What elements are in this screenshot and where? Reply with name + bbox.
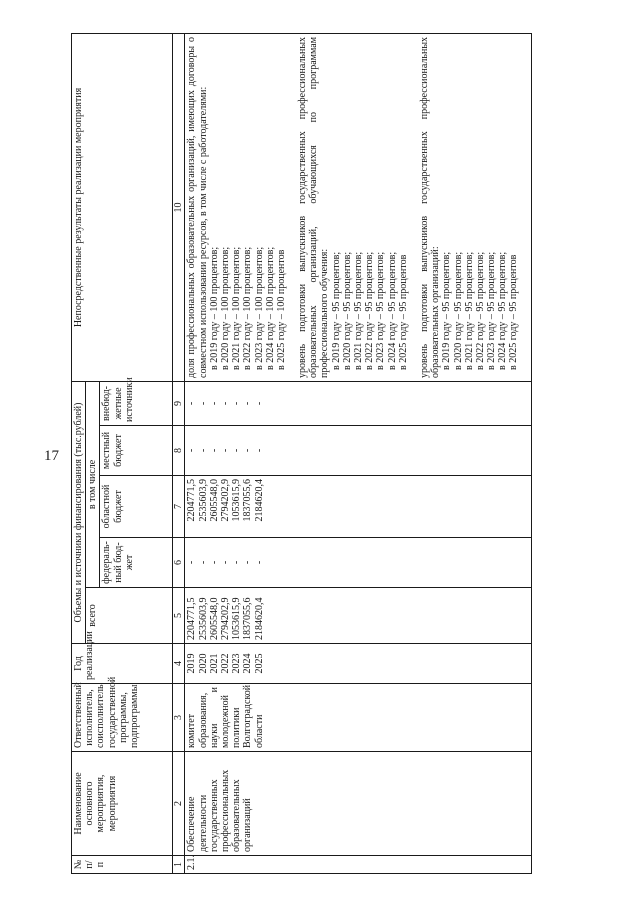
result-line: в 2022 году – 100 процентов; [242, 246, 254, 370]
header-local: местный бюджет [100, 426, 173, 476]
federal-value: - [197, 560, 209, 565]
regional-value: 1837055,6 [242, 479, 254, 522]
result-line: в 2022 году – 95 процентов; [364, 251, 376, 370]
result-line: в 2019 году – 100 процентов; [208, 246, 220, 370]
result-line: в 2021 году – 95 процентов; [463, 251, 475, 370]
result-indicator [186, 37, 287, 378]
year-value: 2023 [231, 653, 243, 674]
year-value: 2024 [242, 653, 254, 674]
regional-value: 2204771,5 [186, 479, 198, 522]
header-year: Год реализации [72, 644, 173, 684]
header-offbudget: внебюд-жетные источники [100, 381, 173, 425]
federal-value: - [219, 560, 231, 565]
column-number: 4 [173, 644, 185, 684]
regional-value: 2794202,9 [219, 479, 231, 522]
regional-value: 2184620,4 [253, 479, 265, 522]
column-number: 7 [173, 476, 185, 538]
result-indicator [419, 37, 520, 378]
result-description: доля профессиональных образовательных организаций, имеющих договоры о совместном использовании ресурсов, в том числе с работодателями: [186, 36, 209, 378]
offbudget-value: - [197, 401, 209, 406]
local-value: - [231, 448, 243, 453]
result-line: в 2024 году – 95 процентов; [386, 251, 398, 370]
header-funding: Объемы и источники финансирования (тыс.рублей) [72, 381, 86, 643]
offbudget-value: - [219, 401, 231, 406]
program-table [71, 33, 532, 874]
result-line: в 2023 году – 100 процентов; [253, 246, 265, 370]
header-federal: федераль-ный бюд-жет [100, 538, 173, 588]
total-value: 2204771,5 [186, 597, 198, 640]
regional-value: 2535603,9 [197, 479, 209, 522]
federal-value: - [208, 560, 220, 565]
year-value: 2019 [186, 653, 198, 674]
offbudget-value: - [242, 401, 254, 406]
year-value: 2020 [197, 653, 209, 674]
result-line: в 2020 году – 100 процентов; [219, 246, 231, 370]
year-value: 2022 [219, 653, 231, 674]
offbudget-value: - [208, 401, 220, 406]
result-line: в 2024 году – 100 процентов; [264, 246, 276, 370]
result-line: в 2019 году – 95 процентов; [441, 251, 453, 370]
regional-value: 2605548,0 [208, 479, 220, 522]
total-value: 2605548,0 [208, 597, 220, 640]
result-line: в 2025 году – 100 процентов [275, 249, 287, 370]
column-number: 1 [173, 856, 185, 874]
result-line: в 2023 году – 95 процентов; [486, 251, 498, 370]
local-value: - [197, 448, 209, 453]
column-number: 9 [173, 381, 185, 425]
total-value: 2535603,9 [197, 597, 209, 640]
federal-value: - [186, 560, 198, 565]
rotated-table-container [71, 34, 551, 874]
total-value: 2184620,4 [253, 597, 265, 640]
header-results: Непосредственные результаты реализации мероприятия [72, 33, 173, 381]
result-line: в 2019 году – 95 процентов; [330, 251, 342, 370]
result-line: в 2021 году – 95 процентов; [353, 251, 364, 370]
result-line: в 2022 году – 95 процентов; [474, 251, 486, 370]
result-line: в 2023 году – 95 процентов; [375, 251, 387, 370]
local-value: - [253, 448, 265, 453]
total-value: 2794202,9 [219, 597, 231, 640]
year-value: 2025 [253, 653, 265, 674]
result-description: уровень подготовки выпускников государственных профессиональных образовательных организаций, обучающихся по программам профессионального обучения: [297, 36, 331, 378]
header-num: № п/п [72, 856, 173, 874]
column-number: 3 [173, 684, 185, 752]
result-line: в 2025 году – 95 процентов [508, 254, 520, 370]
result-line: в 2020 году – 95 процентов; [452, 251, 464, 370]
local-cell [185, 426, 532, 476]
header-name: Наименование основного мероприятия, мероприятия [72, 752, 173, 856]
result-line: в 2020 году – 95 процентов; [341, 251, 353, 370]
total-value: 1053615,9 [231, 597, 243, 640]
regional-value: 1053615,9 [231, 479, 243, 522]
local-value: - [242, 448, 254, 453]
column-number: 5 [173, 588, 185, 644]
column-number: 8 [173, 426, 185, 476]
column-number: 6 [173, 538, 185, 588]
result-description: уровень подготовки выпускников государственных профессиональных образовательных организаций: [418, 36, 442, 378]
local-value: - [219, 448, 231, 453]
offbudget-value: - [186, 401, 198, 406]
offbudget-value: - [231, 401, 243, 406]
federal-cell [185, 538, 532, 588]
local-value: - [186, 448, 198, 453]
activity-name: Обеспечение деятельности государственных профессиональных образовательных организаций [185, 752, 532, 856]
results-cell [185, 33, 532, 381]
years-cell [185, 644, 532, 684]
result-line: в 2021 году – 100 процентов; [231, 246, 243, 370]
result-line: в 2025 году – 95 процентов [397, 254, 409, 370]
local-value: - [208, 448, 220, 453]
header-including: в том числе [86, 381, 100, 587]
row-number: 2.1. [185, 856, 532, 874]
total-value: 1837055,6 [242, 597, 254, 640]
executor-name: комитет образования, науки и молодежной политики Волгоградской области [185, 684, 532, 752]
column-number-row [173, 33, 185, 873]
header-executor: Ответственный исполнитель, соисполнитель государственной программы, подпрограммы [72, 684, 173, 752]
page-number: 17 [44, 448, 59, 464]
offbudget-cell [185, 381, 532, 425]
total-cell [185, 588, 532, 644]
year-value: 2021 [208, 653, 220, 674]
federal-value: - [242, 560, 254, 565]
result-indicator [297, 37, 409, 378]
federal-value: - [253, 560, 265, 565]
table-row [185, 33, 532, 873]
regional-cell [185, 476, 532, 538]
offbudget-value: - [253, 401, 265, 406]
column-number: 10 [173, 33, 185, 381]
federal-value: - [231, 560, 243, 565]
header-regional: областной бюджет [100, 476, 173, 538]
column-number: 2 [173, 752, 185, 856]
result-line: в 2024 году – 95 процентов; [497, 251, 509, 370]
header-total: всего [86, 588, 173, 644]
